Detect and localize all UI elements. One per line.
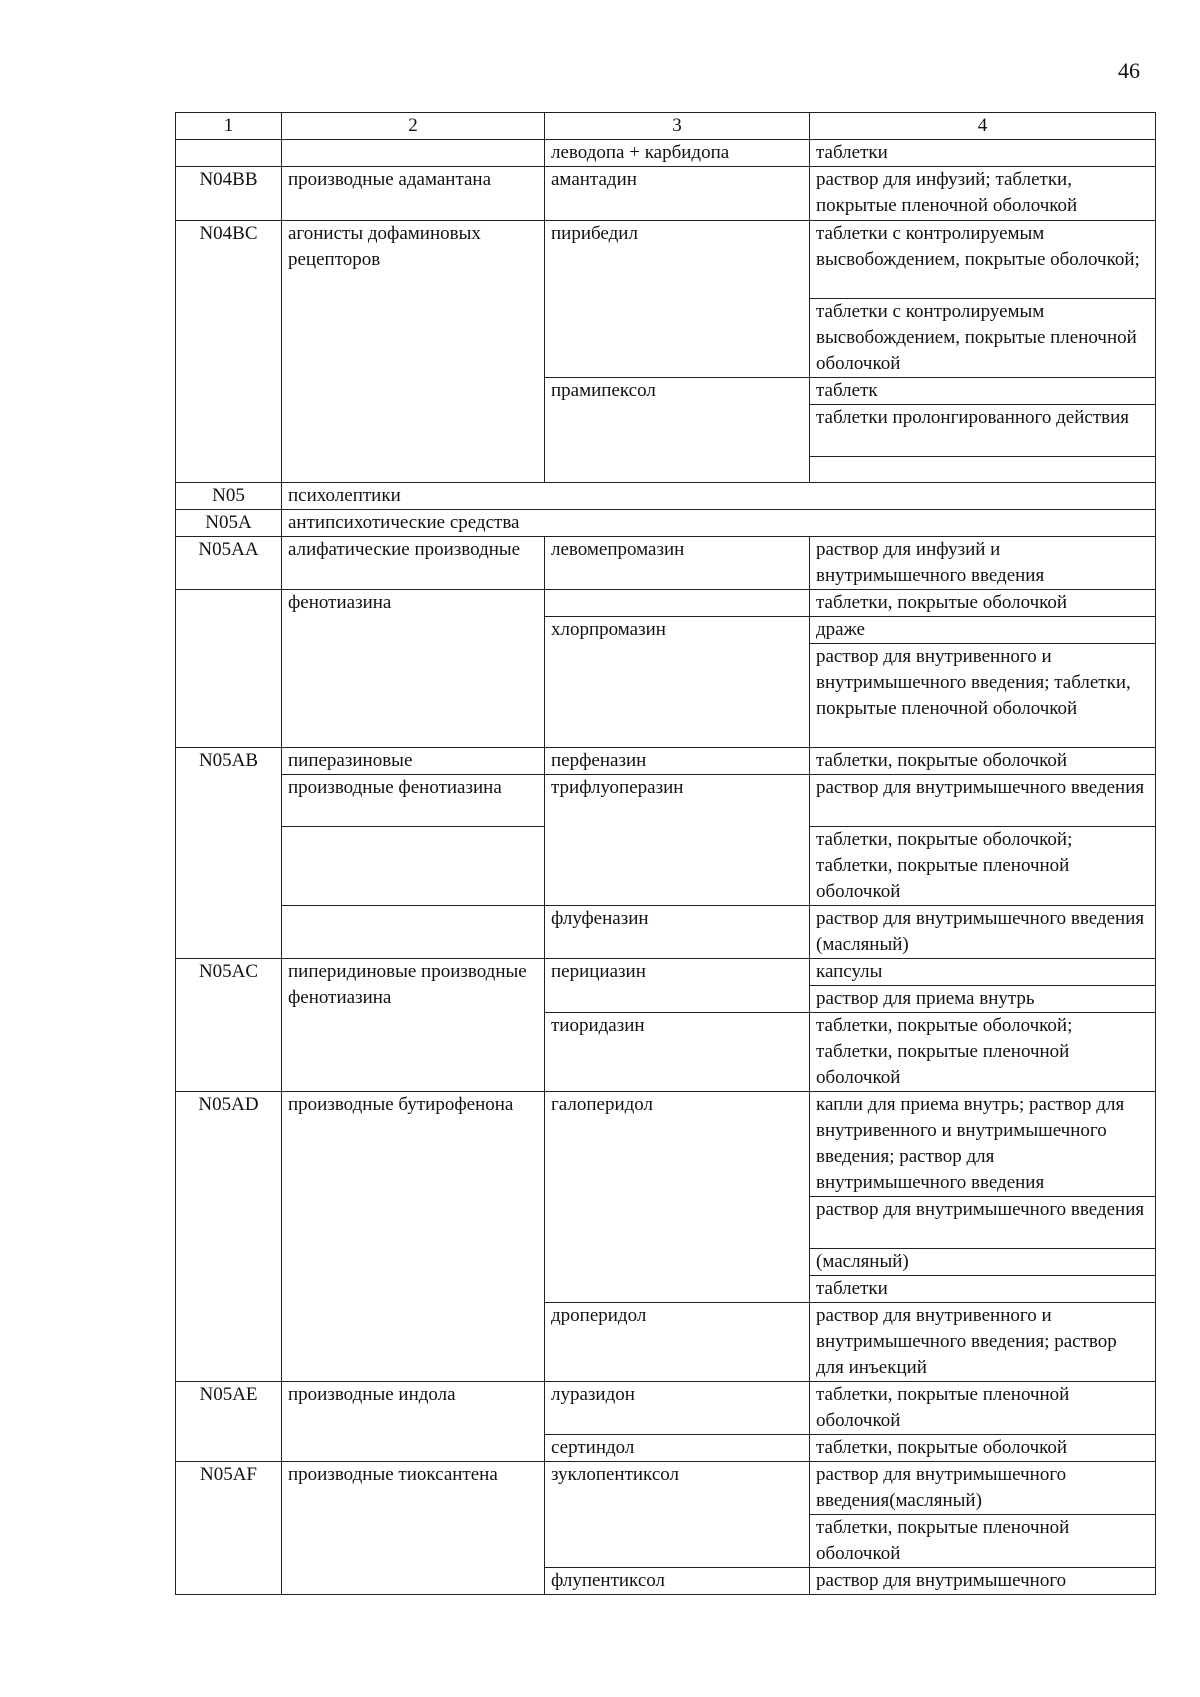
column-header: 1 bbox=[176, 113, 282, 140]
dosage-form: таблетки bbox=[810, 1276, 1156, 1303]
dosage-form: раствор для внутримышечного введения(масляный) bbox=[810, 1462, 1156, 1515]
column-header: 4 bbox=[810, 113, 1156, 140]
group-name: производные тиоксантена bbox=[282, 1462, 545, 1595]
drug-name: пирибедил bbox=[545, 221, 810, 378]
table-row bbox=[176, 483, 1156, 510]
drug-name: перфеназин bbox=[545, 748, 810, 775]
group-name bbox=[282, 827, 545, 906]
drug-name: левомепромазин bbox=[545, 537, 810, 590]
group-name: психолептики bbox=[282, 483, 1156, 510]
drug-name: зуклопентиксол bbox=[545, 1462, 810, 1568]
dosage-form: драже bbox=[810, 617, 1156, 644]
drug-name: тиоридазин bbox=[545, 1013, 810, 1092]
group-name: антипсихотические средства bbox=[282, 510, 1156, 537]
atc-code: N04BC bbox=[176, 221, 282, 483]
dosage-form: раствор для внутримышечного bbox=[810, 1568, 1156, 1595]
drug-name: дроперидол bbox=[545, 1303, 810, 1382]
dosage-form: таблетки, покрытые оболочкой bbox=[810, 748, 1156, 775]
drug-name: флуфеназин bbox=[545, 906, 810, 959]
table-row bbox=[176, 959, 1156, 986]
atc-code: N05AD bbox=[176, 1092, 282, 1382]
table-row bbox=[176, 510, 1156, 537]
group-name: производные адамантана bbox=[282, 167, 545, 221]
dosage-form: раствор для инфузий; таблетки, покрытые пленочной оболочкой bbox=[810, 167, 1156, 221]
dosage-form: таблетки, покрытые оболочкой; таблетки, покрытые пленочной оболочкой bbox=[810, 827, 1156, 906]
drug-name: сертиндол bbox=[545, 1435, 810, 1462]
dosage-form: раствор для инфузий и внутримышечного введения bbox=[810, 537, 1156, 590]
dosage-form: таблетки, покрытые оболочкой bbox=[810, 590, 1156, 617]
dosage-form: (масляный) bbox=[810, 1249, 1156, 1276]
group-name bbox=[282, 140, 545, 167]
table-row bbox=[176, 1462, 1156, 1515]
dosage-form: таблетки пролонгированного действия bbox=[810, 405, 1156, 457]
drug-name: перициазин bbox=[545, 959, 810, 1013]
drug-name: флупентиксол bbox=[545, 1568, 810, 1595]
dosage-form: раствор для внутримышечного введения bbox=[810, 1197, 1156, 1249]
atc-code bbox=[176, 140, 282, 167]
atc-code: N05A bbox=[176, 510, 282, 537]
dosage-form: таблетк bbox=[810, 378, 1156, 405]
atc-code bbox=[176, 590, 282, 748]
drug-name: трифлуоперазин bbox=[545, 775, 810, 906]
table-row bbox=[176, 775, 1156, 827]
group-name bbox=[282, 906, 545, 959]
group-name: производные фенотиазина bbox=[282, 775, 545, 827]
drug-name: луразидон bbox=[545, 1382, 810, 1435]
dosage-form: таблетки, покрытые пленочной оболочкой bbox=[810, 1515, 1156, 1568]
table-row bbox=[176, 1092, 1156, 1197]
drug-name: галоперидол bbox=[545, 1092, 810, 1303]
table-row bbox=[176, 590, 1156, 617]
drug-name bbox=[545, 590, 810, 617]
dosage-form: таблетки, покрытые оболочкой; таблетки, покрытые пленочной оболочкой bbox=[810, 1013, 1156, 1092]
dosage-form: капли для приема внутрь; раствор для внутривенного и внутримышечного введения; раствор для внутримышечного введения bbox=[810, 1092, 1156, 1197]
table-row bbox=[176, 906, 1156, 959]
drug-classification-table bbox=[175, 112, 1156, 1595]
group-name: производные индола bbox=[282, 1382, 545, 1462]
group-name: пиперидиновые производные фенотиазина bbox=[282, 959, 545, 1092]
page-number: 46 bbox=[1118, 58, 1140, 83]
group-name: алифатические производные bbox=[282, 537, 545, 590]
atc-code: N05AE bbox=[176, 1382, 282, 1462]
atc-code: N05AA bbox=[176, 537, 282, 590]
column-header: 2 bbox=[282, 113, 545, 140]
drug-name: хлорпромазин bbox=[545, 617, 810, 748]
column-header: 3 bbox=[545, 113, 810, 140]
atc-code: N05AB bbox=[176, 748, 282, 959]
table-row bbox=[176, 1382, 1156, 1435]
dosage-form: раствор для приема внутрь bbox=[810, 986, 1156, 1013]
dosage-form: раствор для внутримышечного введения (масляный) bbox=[810, 906, 1156, 959]
group-name: фенотиазина bbox=[282, 590, 545, 748]
atc-code: N05 bbox=[176, 483, 282, 510]
dosage-form: таблетки с контролируемым высвобождением, покрытые оболочкой; bbox=[810, 221, 1156, 299]
table-header-row bbox=[176, 113, 1156, 140]
table-row bbox=[176, 221, 1156, 299]
dosage-form: раствор для внутримышечного введения bbox=[810, 775, 1156, 827]
dosage-form: капсулы bbox=[810, 959, 1156, 986]
drug-name: леводопа + карбидопа bbox=[545, 140, 810, 167]
table-row bbox=[176, 537, 1156, 590]
atc-code: N05AC bbox=[176, 959, 282, 1092]
dosage-form: таблетки bbox=[810, 140, 1156, 167]
drug-name: прамипексол bbox=[545, 378, 810, 483]
dosage-form: таблетки, покрытые пленочной оболочкой bbox=[810, 1382, 1156, 1435]
group-name: агонисты дофаминовых рецепторов bbox=[282, 221, 545, 483]
dosage-form bbox=[810, 457, 1156, 483]
atc-code: N04BB bbox=[176, 167, 282, 221]
dosage-form: таблетки, покрытые оболочкой bbox=[810, 1435, 1156, 1462]
dosage-form: раствор для внутривенного и внутримышечного введения; таблетки, покрытые пленочной оболочкой bbox=[810, 644, 1156, 748]
group-name: пиперазиновые bbox=[282, 748, 545, 775]
group-name: производные бутирофенона bbox=[282, 1092, 545, 1382]
dosage-form: таблетки с контролируемым высвобождением, покрытые пленочной оболочкой bbox=[810, 299, 1156, 378]
table-row bbox=[176, 167, 1156, 221]
dosage-form: раствор для внутривенного и внутримышечного введения; раствор для инъекций bbox=[810, 1303, 1156, 1382]
drug-name: амантадин bbox=[545, 167, 810, 221]
atc-code: N05AF bbox=[176, 1462, 282, 1595]
table-row bbox=[176, 140, 1156, 167]
table-row bbox=[176, 748, 1156, 775]
